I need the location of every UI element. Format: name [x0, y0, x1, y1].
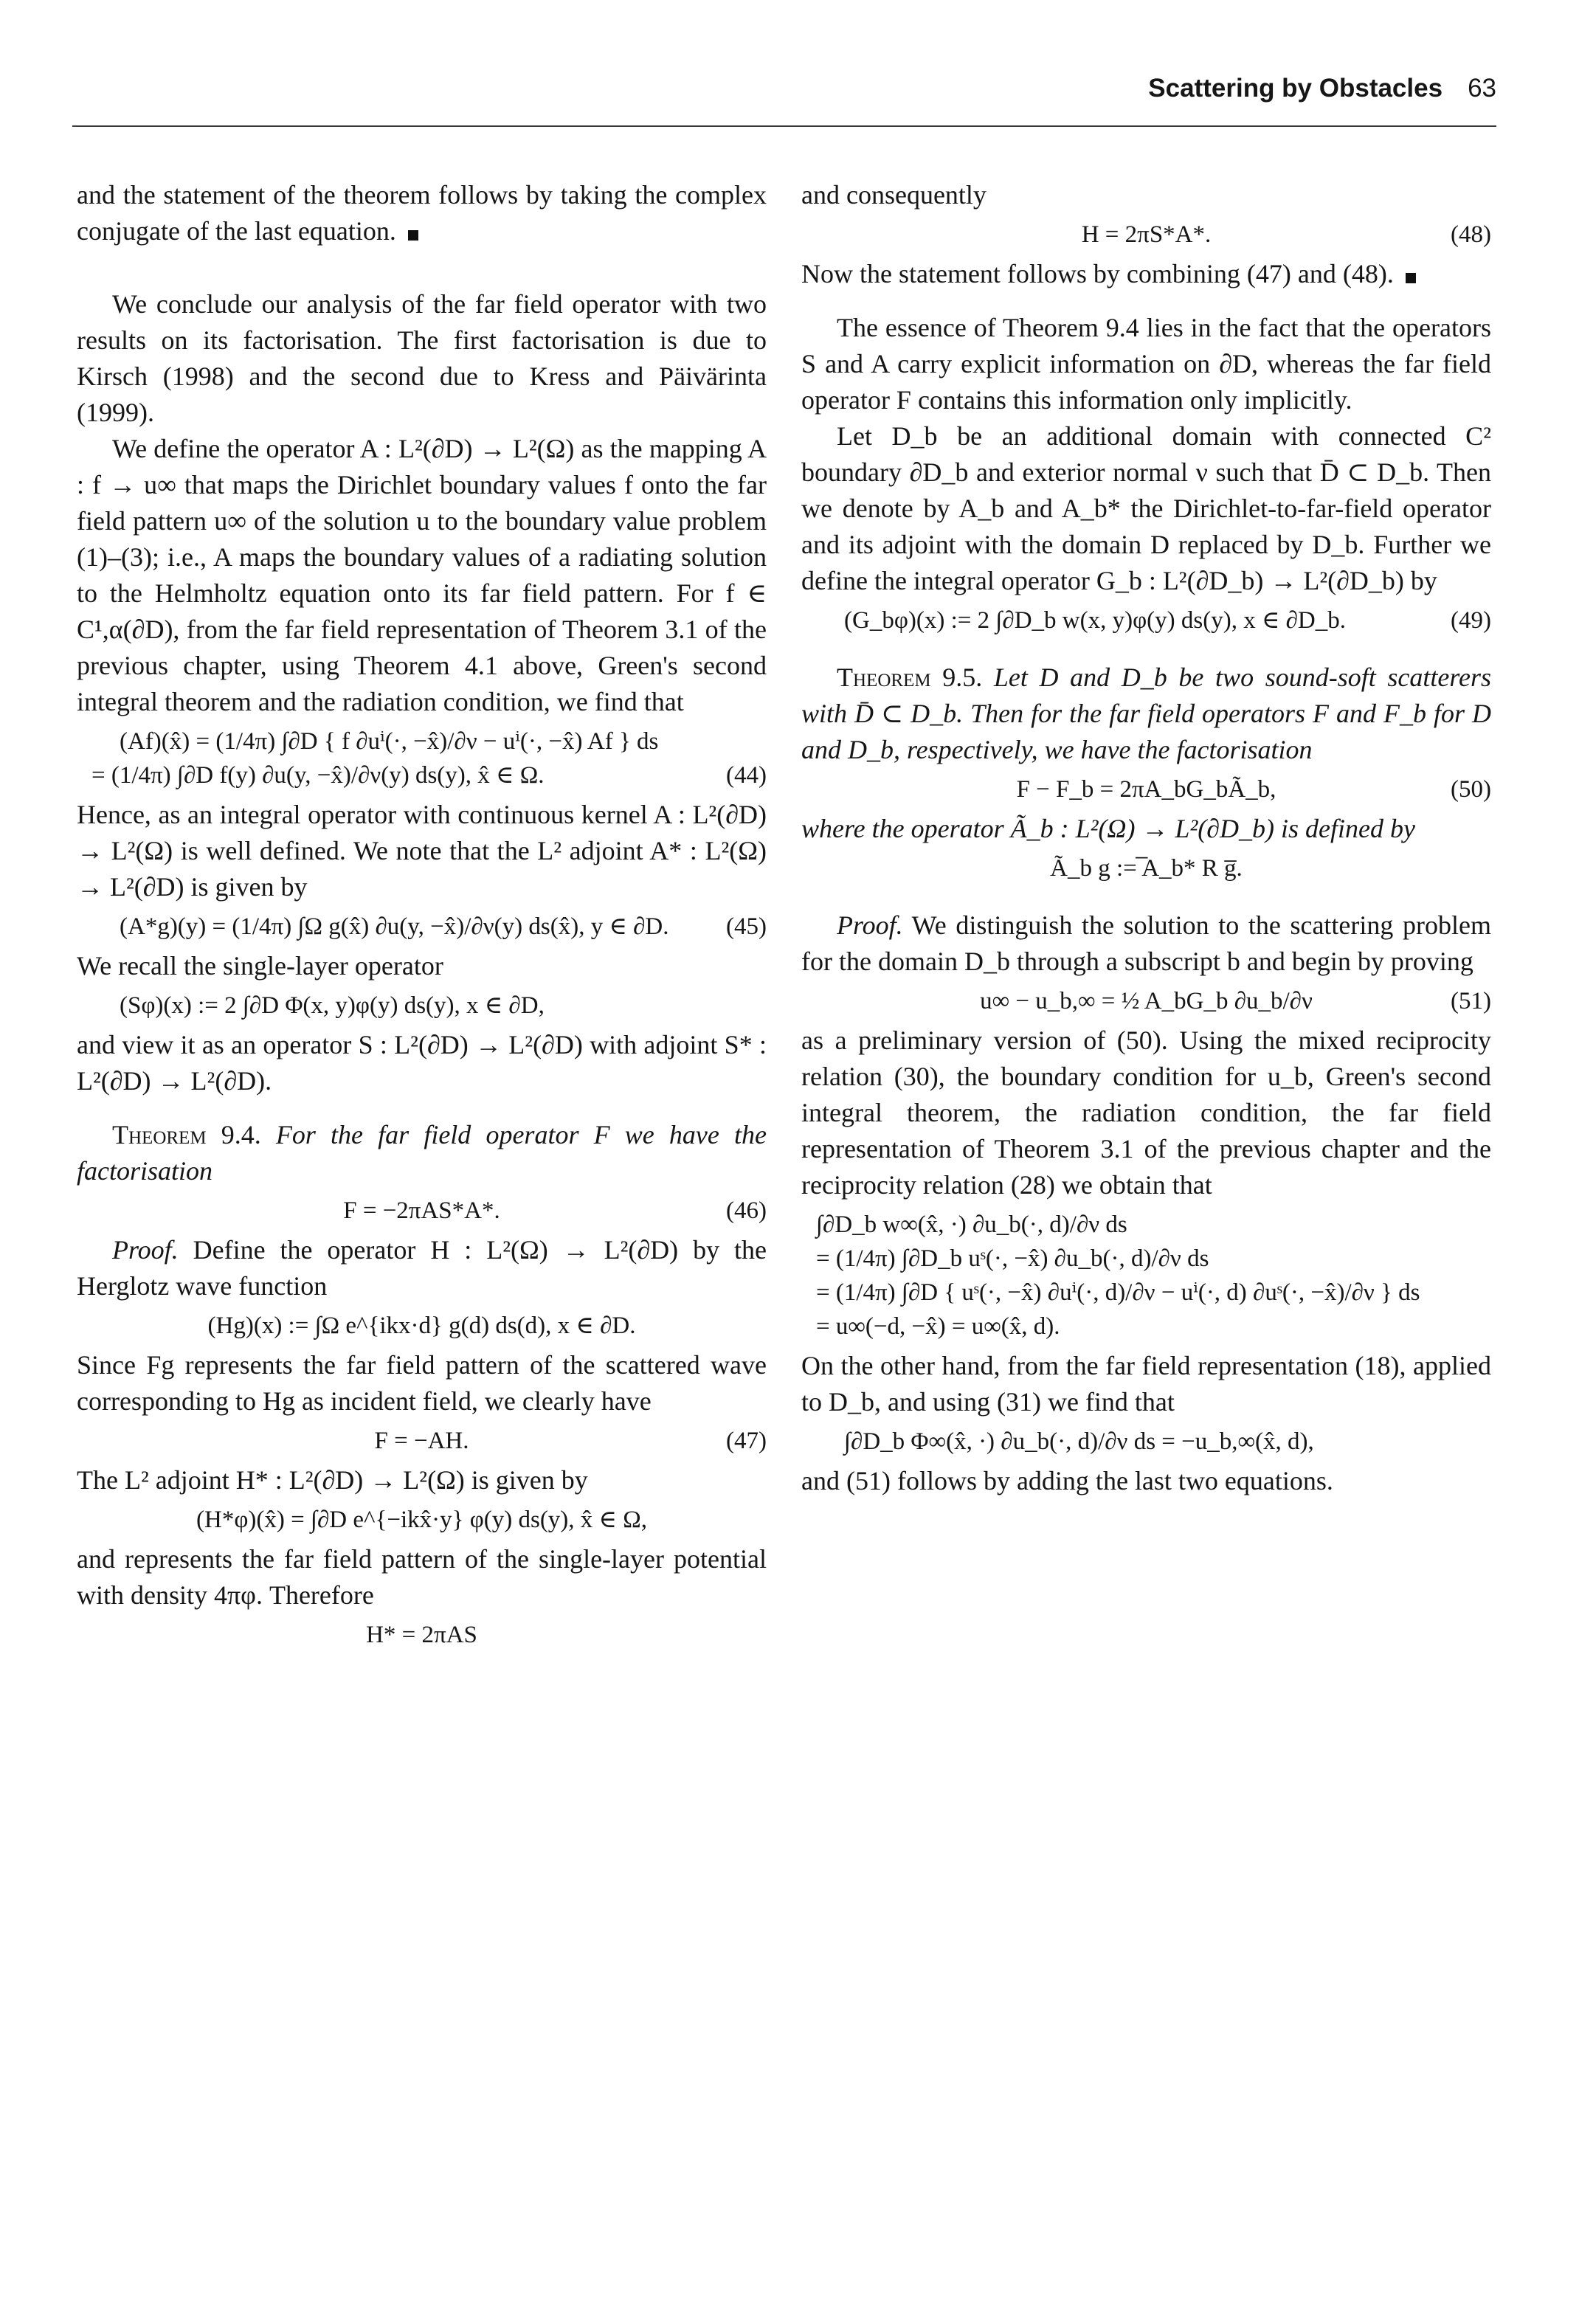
theorem-text: where the operator Ã_b : L²(Ω) → L²(∂D_b) is defined by: [801, 814, 1415, 843]
equation-number: (51): [1451, 988, 1491, 1014]
equation-number: (48): [1451, 221, 1491, 248]
qed-symbol: [1406, 273, 1416, 283]
paragraph: The essence of Theorem 9.4 lies in the fact that the operators S and A carry explicit information on ∂D, whereas the far field operator F contains this information only implicitly.: [801, 313, 1491, 415]
equation-number: (49): [1451, 607, 1491, 634]
equation-44: [77, 720, 767, 797]
paragraph: We define the operator A : L²(∂D) → L²(Ω) as the mapping A : f → u∞ that maps the Dirichlet boundary values f onto the far field pattern u∞ of the solution u to the boundary value problem (1)–(3); i.e., A maps the boundary values of a radiating solution to the Helmholtz equation onto its far field pattern. For f ∈ C¹,α(∂D), from the far field representation of Theorem 3.1 of the previous chapter, using Theorem 4.1 above, Green's second integral theorem and the radiation condition, we find that: [77, 434, 767, 716]
equation-single-layer: [77, 984, 767, 1027]
page-number: 63: [1468, 74, 1496, 103]
equation-49: [801, 599, 1491, 642]
equation-number: (45): [726, 913, 767, 940]
equation-number: (47): [726, 1428, 767, 1454]
equation-48: [801, 213, 1491, 256]
paragraph: On the other hand, from the far field representation (18), applied to D_b, and using (31) we find that: [801, 1351, 1491, 1417]
proof-label: Proof.: [837, 910, 903, 940]
paragraph: and (51) follows by adding the last two equations.: [801, 1466, 1333, 1495]
proof-paragraph: Proof. Define the operator H : L²(Ω) → L²(∂D) by the Herglotz wave function: [77, 1235, 767, 1301]
equation-h-adjoint: [77, 1498, 767, 1541]
equation-47: [77, 1419, 767, 1462]
equation-50: [801, 768, 1491, 811]
running-title: Scattering by Obstacles: [1148, 74, 1443, 103]
paragraph: We conclude our analysis of the far field operator with two results on its factorisation. The first factorisation is due to Kirsch (1998) and the second due to Kress and Päivärinta (1999).: [77, 289, 767, 427]
equation-line: = (1/4π) ∫∂D f(y) ∂u(y, −x̂)/∂ν(y) ds(y), x̂ ∈ Ω.: [91, 762, 545, 789]
equation-herglotz: [77, 1304, 767, 1347]
paragraph: and represents the far field pattern of the single-layer potential with density 4πφ. Therefore: [77, 1544, 767, 1610]
theorem-label: Theorem 9.5.: [837, 663, 983, 692]
equation-line: F − F_b = 2πA_bG_bÃ_b,: [1016, 776, 1276, 803]
proof-label: Proof.: [112, 1235, 179, 1265]
paragraph: The L² adjoint H* : L²(∂D) → L²(Ω) is given by: [77, 1465, 588, 1495]
equation-a-tilde: [801, 847, 1491, 890]
equation-line: u∞ − u_b,∞ = ½ A_bG_b ∂u_b/∂ν: [980, 988, 1313, 1014]
header-rule: [72, 125, 1496, 127]
proof-paragraph: Proof. We distinguish the solution to the scattering problem for the domain D_b through a subscript b and begin by proving: [801, 910, 1491, 976]
paragraph: We recall the single-layer operator: [77, 951, 443, 981]
equation-46: [77, 1189, 767, 1232]
equation-line: = (1/4π) ∫∂D { uˢ(·, −x̂) ∂uⁱ(·, d)/∂ν − uⁱ(·, d) ∂uˢ(·, −x̂)/∂ν } ds: [816, 1279, 1420, 1306]
theorem-text: For the far field operator F we have the factorisation: [77, 1120, 767, 1186]
equation-line: (Hg)(x) := ∫Ω e^{ikx·d} g(d) ds(d), x ∈ ∂D.: [207, 1313, 636, 1339]
running-header: [1148, 74, 1496, 103]
right-column: [801, 177, 1491, 1499]
paragraph: Since Fg represents the far field pattern of the scattered wave corresponding to Hg as incident field, we clearly have: [77, 1350, 767, 1416]
paragraph: as a preliminary version of (50). Using the mixed reciprocity relation (30), the boundary condition for u_b, Green's second integral theorem, the radiation condition, the far field representation of Theorem 3.1 of the previous chapter and the reciprocity relation (28) we obtain that: [801, 1026, 1491, 1200]
theorem-text: Let D and D_b be two sound-soft scatterers with D̄ ⊂ D_b. Then for the far field operators F and F_b for D and D_b, respectively, we have the factorisation: [801, 663, 1492, 764]
theorem-9-5: [801, 660, 1491, 768]
qed-symbol: [408, 230, 418, 241]
equation-line: ∫∂D_b w∞(x̂, ·) ∂u_b(·, d)/∂ν ds: [816, 1211, 1127, 1238]
equation-line: (Sφ)(x) := 2 ∫∂D Φ(x, y)φ(y) ds(y), x ∈ ∂D,: [120, 992, 545, 1019]
equation-line: H* = 2πAS: [366, 1622, 477, 1648]
equation-number: (50): [1451, 776, 1491, 803]
equation-line: (Af)(x̂) = (1/4π) ∫∂D { f ∂uⁱ(·, −x̂)/∂ν − uⁱ(·, −x̂) Af } ds: [120, 728, 659, 755]
theorem-label: Theorem 9.4.: [112, 1120, 261, 1149]
equation-line: = (1/4π) ∫∂D_b uˢ(·, −x̂) ∂u_b(·, d)/∂ν ds: [816, 1245, 1209, 1272]
equation-line: (A*g)(y) = (1/4π) ∫Ω g(x̂) ∂u(y, −x̂)/∂ν(y) ds(x̂), y ∈ ∂D.: [120, 913, 669, 940]
theorem-9-4: [77, 1117, 767, 1189]
paragraph: Let D_b be an additional domain with connected C² boundary ∂D_b and exterior normal ν such that D̄ ⊂ D_b. Then we denote by A_b and A_b* the Dirichlet-to-far-field operator and its adjoint with the domain D replaced by D_b. Further we define the integral operator G_b : L²(∂D_b) → L²(∂D_b) by: [801, 421, 1491, 595]
paragraph: and the statement of the theorem follows by taking the complex conjugate of the last equation.: [77, 180, 767, 246]
equation-line: (G_bφ)(x) := 2 ∫∂D_b w(x, y)φ(y) ds(y), x ∈ ∂D_b.: [844, 607, 1347, 634]
equation-multiline: [801, 1203, 1491, 1348]
equation-line: H = 2πS*A*.: [1081, 221, 1212, 248]
equation-line: Ã_b g := ̅A_b* R g̅.: [1050, 855, 1243, 882]
paragraph: Hence, as an integral operator with continuous kernel A : L²(∂D) → L²(Ω) is well defined. We note that the L² adjoint A* : L²(Ω) → L²(∂D) is given by: [77, 800, 767, 902]
equation-45: [77, 905, 767, 948]
equation-number: (46): [726, 1197, 767, 1224]
equation-line: (H*φ)(x̂) = ∫∂D e^{−ikx̂·y} φ(y) ds(y), x̂ ∈ Ω,: [196, 1507, 647, 1533]
equation-number: (44): [726, 762, 767, 789]
equation-line: F = −AH.: [374, 1428, 469, 1454]
paragraph: Now the statement follows by combining (47) and (48).: [801, 256, 1491, 292]
equation-h-star: [77, 1614, 767, 1656]
equation-line: ∫∂D_b Φ∞(x̂, ·) ∂u_b(·, d)/∂ν ds = −u_b,∞(x̂, d),: [844, 1428, 1314, 1455]
equation-line: F = −2πAS*A*.: [343, 1197, 500, 1224]
equation-51: [801, 980, 1491, 1023]
equation-line: = u∞(−d, −x̂) = u∞(x̂, d).: [816, 1313, 1060, 1340]
left-column: [77, 177, 767, 1656]
equation-far-field: [801, 1420, 1491, 1463]
paragraph: and view it as an operator S : L²(∂D) → L²(∂D) with adjoint S* : L²(∂D) → L²(∂D).: [77, 1030, 767, 1096]
paragraph: and consequently: [801, 180, 987, 210]
